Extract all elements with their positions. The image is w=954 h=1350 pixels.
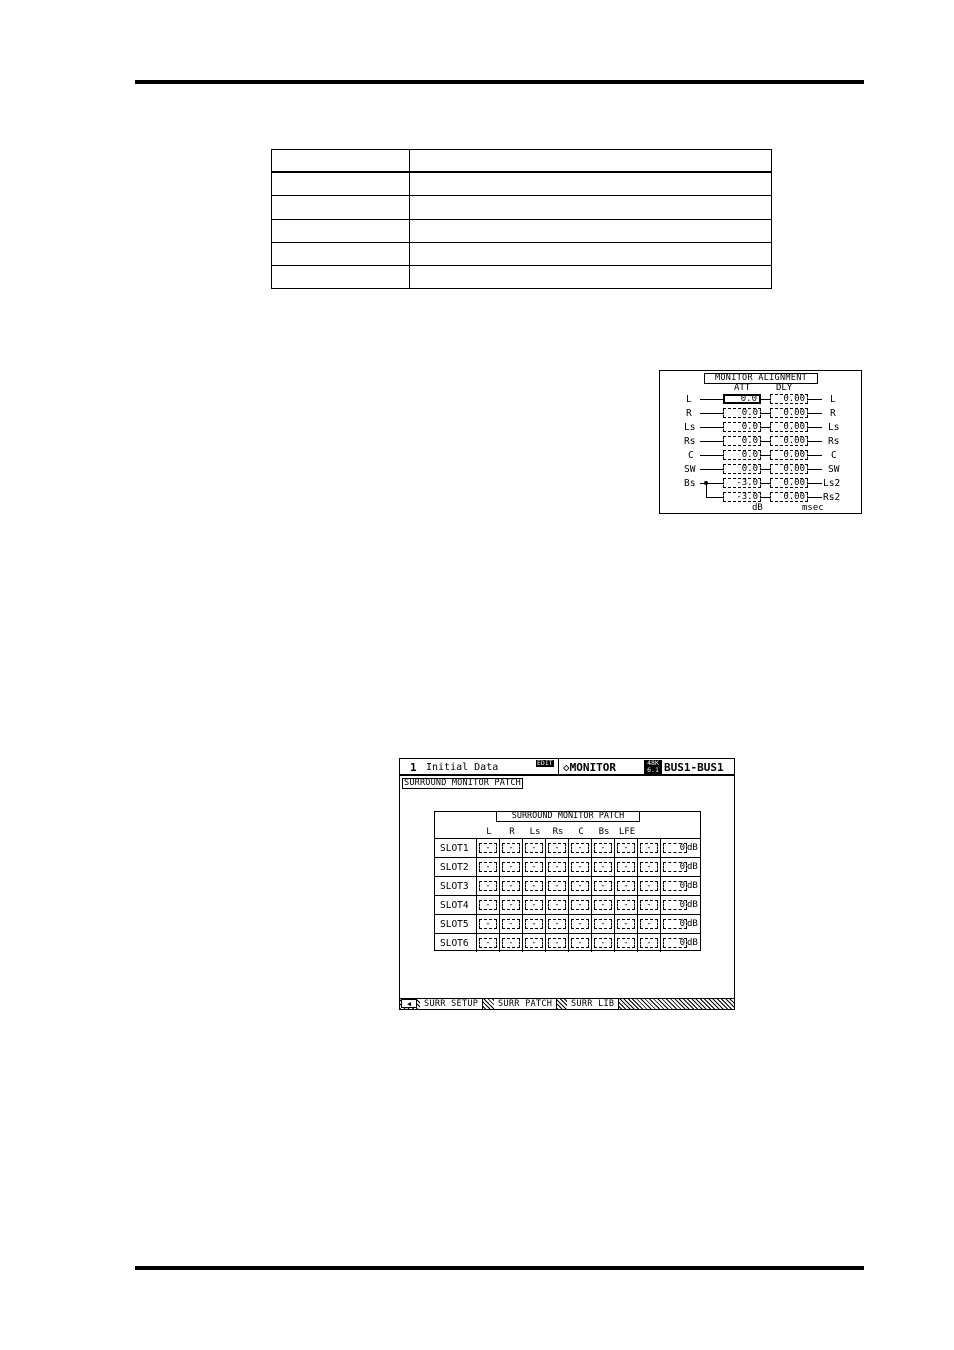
patch-button[interactable]: - — [617, 900, 635, 910]
patch-button[interactable]: - — [525, 843, 543, 853]
tab-scroll-left-icon[interactable]: ◀ — [401, 999, 417, 1008]
patch-button[interactable]: - — [525, 881, 543, 891]
bottom-rule — [135, 1266, 864, 1270]
tab-surr-setup[interactable]: SURR SETUP — [420, 999, 483, 1009]
patch-button[interactable]: - — [594, 862, 612, 872]
patch-button[interactable]: - — [571, 938, 589, 948]
gain-unit: dB — [687, 881, 698, 891]
patch-button[interactable]: - — [640, 919, 658, 929]
patch-button[interactable]: - — [479, 843, 497, 853]
input-label: L — [686, 394, 692, 405]
dly-field[interactable]: 0.00 — [770, 394, 808, 404]
output-label: L — [830, 394, 836, 405]
patch-button[interactable]: - — [502, 881, 520, 891]
patch-grid — [434, 811, 701, 951]
patch-button[interactable]: - — [617, 843, 635, 853]
patch-button[interactable]: - — [479, 919, 497, 929]
patch-button[interactable]: - — [594, 938, 612, 948]
title-bar — [400, 759, 734, 776]
table-row — [435, 876, 700, 895]
input-label: Ls — [684, 422, 696, 433]
patch-button[interactable]: - — [594, 843, 612, 853]
gain-field[interactable]: 0 — [663, 900, 687, 910]
gain-field[interactable]: 0 — [663, 862, 687, 872]
slot-label: SLOT5 — [440, 919, 469, 930]
patch-button[interactable]: - — [548, 919, 566, 929]
patch-button[interactable]: - — [617, 938, 635, 948]
dly-field[interactable]: 0.00 — [770, 464, 808, 474]
gain-unit: dB — [687, 919, 698, 929]
slot-label: SLOT4 — [440, 900, 469, 911]
output-label: Ls2 — [823, 478, 841, 489]
patch-button[interactable]: - — [594, 919, 612, 929]
att-field[interactable]: 0.0 — [723, 450, 761, 460]
sample-rate-badge: 48K 6.1 — [644, 760, 662, 774]
patch-button[interactable]: - — [571, 862, 589, 872]
att-field[interactable]: 0.0 — [723, 436, 761, 446]
patch-button[interactable]: - — [617, 919, 635, 929]
patch-button[interactable]: - — [640, 843, 658, 853]
patch-button[interactable]: - — [571, 881, 589, 891]
page-name: ◇MONITOR — [563, 761, 616, 774]
dly-field[interactable]: 0.00 — [770, 422, 808, 432]
tab-surr-patch[interactable]: SURR PATCH — [494, 999, 557, 1009]
header-rule — [272, 171, 771, 173]
slot-label: SLOT2 — [440, 862, 469, 873]
input-label: R — [686, 408, 692, 419]
patch-button[interactable]: - — [502, 938, 520, 948]
output-label: Ls — [828, 422, 840, 433]
patch-button[interactable]: - — [502, 843, 520, 853]
table-row — [435, 914, 700, 933]
patch-button[interactable]: - — [525, 938, 543, 948]
scene-number: 1 — [410, 761, 417, 774]
output-label: C — [831, 450, 837, 461]
gain-field[interactable]: 0 — [663, 843, 687, 853]
output-label: SW — [828, 464, 840, 475]
dly-header: DLY — [776, 383, 793, 393]
att-field[interactable]: 0.0 — [723, 408, 761, 418]
att-field[interactable]: 0.0 — [723, 422, 761, 432]
patch-button[interactable]: - — [617, 862, 635, 872]
column-header: R — [509, 827, 515, 837]
tab-bar — [400, 998, 734, 1009]
patch-button[interactable]: - — [594, 881, 612, 891]
slot-label: SLOT1 — [440, 843, 469, 854]
patch-button[interactable]: - — [571, 919, 589, 929]
column-header: Ls — [529, 827, 541, 837]
row-rule — [272, 242, 771, 243]
patch-button[interactable]: - — [617, 881, 635, 891]
dly-field[interactable]: 0.00 — [770, 408, 808, 418]
att-field[interactable]: -3.0 — [723, 478, 761, 488]
column-header: Bs — [598, 827, 610, 837]
gain-unit: dB — [687, 862, 698, 872]
patch-button[interactable]: - — [525, 900, 543, 910]
column-header: Rs — [552, 827, 564, 837]
patch-button[interactable]: - — [502, 919, 520, 929]
unit-msec: msec — [802, 503, 824, 513]
dly-field[interactable]: 0.00 — [770, 436, 808, 446]
patch-button[interactable]: - — [479, 900, 497, 910]
slot-label: SLOT6 — [440, 938, 469, 949]
top-rule — [135, 80, 864, 84]
lcd-screen — [399, 758, 735, 1010]
table-row — [435, 933, 700, 952]
tab-surr-lib[interactable]: SURR LIB — [567, 999, 619, 1009]
att-field[interactable]: 0.0 — [723, 464, 761, 474]
column-header: C — [578, 827, 584, 837]
monitor-alignment-panel — [659, 370, 862, 514]
patch-button[interactable]: - — [502, 900, 520, 910]
empty-table — [271, 149, 772, 289]
page-tag: SURROUND MONITOR PATCH — [404, 778, 521, 788]
input-label: SW — [684, 464, 696, 475]
patch-button[interactable]: - — [548, 862, 566, 872]
patch-button[interactable]: - — [548, 843, 566, 853]
input-label: C — [688, 450, 694, 461]
panel-title: MONITOR ALIGNMENT — [704, 373, 818, 384]
output-label: R — [830, 408, 836, 419]
table-row — [435, 895, 700, 914]
patch-button[interactable]: - — [548, 881, 566, 891]
patch-button[interactable]: - — [548, 900, 566, 910]
output-label: Rs2 — [823, 492, 841, 503]
slot-label: SLOT3 — [440, 881, 469, 892]
att-field[interactable]: 0.0 — [723, 394, 761, 404]
patch-button[interactable]: - — [548, 938, 566, 948]
patch-button[interactable]: - — [571, 900, 589, 910]
patch-button[interactable]: - — [640, 862, 658, 872]
table-row — [435, 838, 700, 857]
patch-button[interactable]: - — [479, 881, 497, 891]
row-rule — [272, 195, 771, 196]
scene-name: Initial Data — [426, 762, 499, 773]
patch-button[interactable]: - — [640, 881, 658, 891]
unit-db: dB — [752, 503, 763, 513]
input-label: Bs — [684, 478, 696, 489]
dly-field[interactable]: 0.00 — [770, 492, 808, 502]
gain-field[interactable]: 0 — [663, 881, 687, 891]
patch-button[interactable]: - — [525, 919, 543, 929]
column-header: LFE — [618, 827, 636, 837]
gain-field[interactable]: 0 — [663, 938, 687, 948]
patch-button[interactable]: - — [594, 900, 612, 910]
att-field[interactable]: -3.0 — [723, 492, 761, 502]
output-label: Rs — [828, 436, 840, 447]
dly-field[interactable]: 0.00 — [770, 450, 808, 460]
gain-unit: dB — [687, 938, 698, 948]
edit-badge: EDIT — [537, 759, 553, 767]
patch-button[interactable]: - — [502, 862, 520, 872]
att-header: ATT — [734, 383, 751, 393]
grid-title: SURROUND MONITOR PATCH — [496, 811, 640, 822]
row-rule — [272, 219, 771, 220]
gain-unit: dB — [687, 843, 698, 853]
gain-unit: dB — [687, 900, 698, 910]
table-row — [435, 857, 700, 876]
input-label: Rs — [684, 436, 696, 447]
patch-button[interactable]: - — [571, 843, 589, 853]
patch-button[interactable]: - — [479, 862, 497, 872]
column-header: L — [486, 827, 492, 837]
dly-field[interactable]: 0.00 — [770, 478, 808, 488]
patch-button[interactable]: - — [525, 862, 543, 872]
gain-field[interactable]: 0 — [663, 919, 687, 929]
row-rule — [272, 265, 771, 266]
bus-name: BUS1-BUS1 — [664, 761, 724, 774]
patch-button[interactable]: - — [479, 938, 497, 948]
patch-button[interactable]: - — [640, 938, 658, 948]
patch-button[interactable]: - — [640, 900, 658, 910]
